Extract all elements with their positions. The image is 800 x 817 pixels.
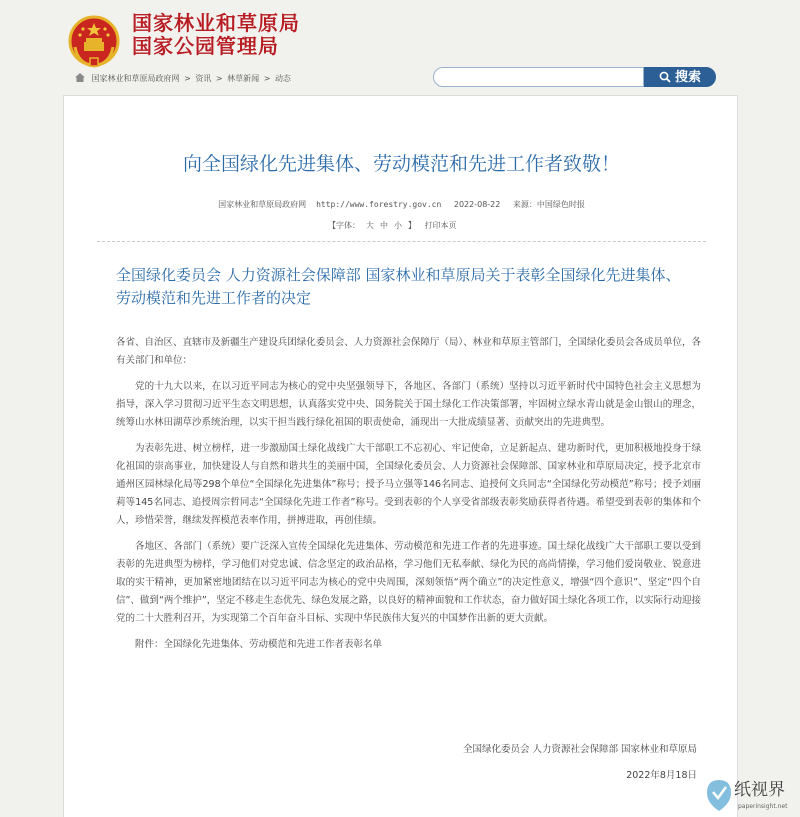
paragraph: 为表彰先进、树立榜样，进一步激励国土绿化战线广大干部职工不忘初心、牢记使命，立足新起点、建功新时代，更加积极地投身于绿化祖国的崇高事业，加快建设人与自然和谐共生的美丽中国，全国绿化委员会、人力资源社会保障部、国家林业和草原局决定，授予北京市通州区园林绿化局等298个单位“全国绿化先进集体”称号；授予马立强等146名同志、追授何文兵同志“全国绿化劳动模范”称号；授予刘丽莉等145名同志、追授周宗哲同志“全国绿化先进工作者”称号。受到表彰的个人享受省部级表彰奖励获得者待遇。希望受到表彰的集体和个人，珍惜荣誉，继续发挥模范表率作用，拼搏进取，再创佳绩。 bbox=[116, 443, 701, 526]
meta-url[interactable]: http://www.forestry.gov.cn bbox=[316, 200, 442, 209]
breadcrumb-separator: > bbox=[263, 74, 271, 83]
search-button[interactable] bbox=[644, 67, 716, 87]
article-container bbox=[63, 95, 738, 817]
font-size-close: 】 bbox=[408, 221, 416, 230]
paragraph-attachment: 附件：全国绿化先进集体、劳动模范和先进工作者表彰名单 bbox=[135, 639, 383, 650]
meta-date: 2022-08-22 bbox=[453, 200, 501, 209]
home-icon bbox=[75, 73, 85, 82]
paper-logo-icon bbox=[704, 775, 734, 813]
font-size-large-button[interactable]: 大 bbox=[366, 221, 374, 230]
paragraph-salutation: 各省、自治区、直辖市及新疆生产建设兵团绿化委员会、人力资源社会保障厅（局）、林业和草原主管部门，全国绿化委员会各成员单位，各有关部门和单位： bbox=[116, 337, 701, 366]
font-size-label: 【字体： bbox=[328, 221, 360, 230]
paragraph: 党的十九大以来，在以习近平同志为核心的党中央坚强领导下，各地区、各部门（系统）坚持以习近平新时代中国特色社会主义思想为指导，深入学习贯彻习近平生态文明思想，认真落实党中央、国务院关于国土绿化工作决策部署，牢固树立绿水青山就是金山银山的理念，统筹山水林田湖草沙系统治理，以实干担当践行绿化祖国的职责使命，涌现出一大批成绩显著、贡献突出的先进典型。 bbox=[116, 381, 701, 428]
breadcrumb-item-forestry-news[interactable]: 林草新闻 bbox=[227, 74, 260, 83]
article-body bbox=[116, 334, 701, 662]
meta-source-site: 国家林业和草原局政府网 bbox=[218, 200, 307, 209]
article-tools bbox=[328, 220, 463, 231]
article-meta bbox=[64, 199, 739, 210]
breadcrumb-item-home[interactable]: 国家林业和草原局政府网 bbox=[91, 74, 180, 83]
search-button-label: 搜索 bbox=[674, 70, 701, 85]
watermark-url: paperinsight.net bbox=[738, 803, 788, 810]
paragraph: 各地区、各部门（系统）要广泛深入宣传全国绿化先进集体、劳动模范和先进工作者的先进事迹。国土绿化战线广大干部职工要以受到表彰的先进典型为榜样，学习他们对党忠诚、信念坚定的政治品格，学习他们无私奉献、绿化为民的高尚情操，学习他们爱岗敬业、锐意进取的实干精神，更加紧密地团结在以习近平同志为核心的党中央周围，深刻领悟“两个确立”的决定性意义，增强“四个意识”、坚定“四个自信”、做到“两个维护”，坚定不移走生态优先、绿色发展之路，以良好的精神面貌和工作状态，奋力做好国土绿化各项工作，以实际行动迎接党的二十大胜利召开，为实现第二个百年奋斗目标、实现中华民族伟大复兴的中国梦作出新的更大贡献。 bbox=[116, 541, 701, 624]
national-emblem-icon[interactable] bbox=[68, 14, 120, 70]
meta-source: 来源：中国绿色时报 bbox=[512, 200, 585, 209]
breadcrumb-separator: > bbox=[184, 74, 191, 83]
breadcrumb bbox=[75, 73, 291, 84]
signature-block bbox=[463, 741, 697, 793]
article-title: 向全国绿化先进集体、劳动模范和先进工作者致敬！ bbox=[182, 153, 620, 175]
divider bbox=[97, 241, 706, 242]
breadcrumb-item-news[interactable]: 资讯 bbox=[195, 74, 212, 83]
site-header bbox=[0, 0, 800, 96]
search-input[interactable] bbox=[433, 67, 644, 87]
site-name-line2: 国家公园管理局 bbox=[132, 34, 279, 58]
print-button[interactable]: 打印本页 bbox=[424, 221, 457, 230]
font-size-small-button[interactable]: 小 bbox=[394, 221, 402, 230]
article-subtitle: 全国绿化委员会 人力资源社会保障部 国家林业和草原局关于表彰全国绿化先进集体、劳动模范和先进工作者的决定 bbox=[116, 266, 681, 307]
site-name-line1: 国家林业和草原局 bbox=[132, 11, 300, 35]
search-icon bbox=[659, 71, 671, 83]
breadcrumb-separator: > bbox=[215, 74, 223, 83]
search-bar bbox=[433, 67, 716, 89]
sign-date: 2022年8月18日 bbox=[626, 770, 697, 781]
breadcrumb-item-updates[interactable]: 动态 bbox=[274, 74, 291, 83]
signature: 全国绿化委员会 人力资源社会保障部 国家林业和草原局 bbox=[462, 744, 697, 755]
watermark bbox=[704, 773, 800, 817]
font-size-medium-button[interactable]: 中 bbox=[380, 221, 388, 230]
watermark-text: 纸视界 bbox=[734, 780, 785, 800]
site-name[interactable] bbox=[132, 12, 300, 58]
